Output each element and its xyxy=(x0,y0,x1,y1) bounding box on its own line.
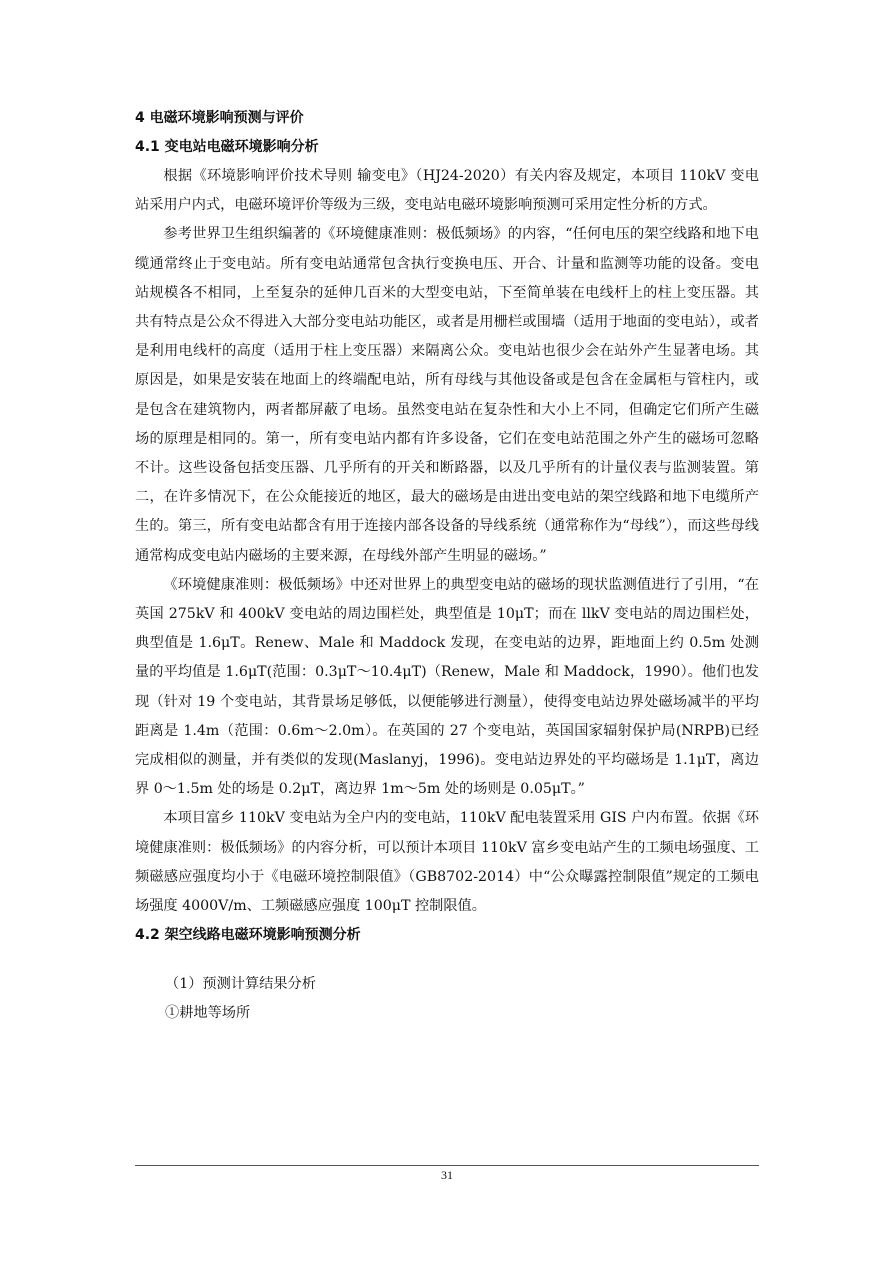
subsection-heading-4-2: 4.2 架空线路电磁环境影响预测分析 xyxy=(135,927,361,944)
subsection-heading-4-1: 4.1 变电站电磁环境影响分析 xyxy=(135,139,319,155)
section-heading: 4 电磁环境影响预测与评价 xyxy=(135,110,304,126)
footer-divider xyxy=(135,1165,759,1166)
paragraph-3: 《环境健康准则：极低频场》中还对世界上的典型变电站的磁场的现状监测值进行了引用，“在英国 275kV 和 400kV 变电站的周边围栏处，典型值是 10μT；而在 llkV 变电站的周边围栏处，典型值是 1.6μT。Renew、Male 和 Maddock 发现，在变电站的边界，距地面上约 0.5m 处测量的平均值是 1.6μT(范围：0.3μT～10.4μT)（Renew，Male 和 Maddock，1990）。他们也发现（针对 19 个变电站，其背景场足够低，以便能够进行测量），使得变电站边界处磁场减半的平均距离是 1.4m（范围：0.6m～2.0m）。在英国的 27 个变电站，英国国家辐射保护局(NRPB)已经完成相似的测量，并有类似的发现(Maslanyj，1996)。变电站边界处的平均磁场是 1.1μT，离边界 0～1.5m 处的场是 0.2μT，离边界 1m～5m 处的场则是 0.05μT。” xyxy=(135,576,759,798)
spacer xyxy=(135,950,759,970)
paragraph-1: 根据《环境影响评价技术导则 输变电》（HJ24-2020）有关内容及规定，本项目 110kV 变电站采用户内式，电磁环境评价等级为三级，变电站电磁环境影响预测可采用定性分析的方式。 xyxy=(135,168,759,214)
paragraph-2: 参考世界卫生组织编著的《环境健康准则：极低频场》的内容，“任何电压的架空线路和地下电缆通常终止于变电站。所有变电站通常包含执行变换电压、开合、计量和监测等功能的设备。变电站规模各不相同，上至复杂的延伸几百米的大型变电站，下至简单装在电线杆上的柱上变压器。其共有特点是公众不得进入大部分变电站功能区，或者是用栅栏或围墙（适用于地面的变电站），或者是利用电线杆的高度（适用于柱上变压器）来隔离公众。变电站也很少会在站外产生显著电场。其原因是，如果是安装在地面上的终端配电站，所有母线与其他设备或是包含在金属柜与管柱内，或是包含在建筑物内，两者都屏蔽了电场。虽然变电站在复杂性和大小上不同，但确定它们所产生磁场的原理是相同的。第一，所有变电站内都有许多设备，它们在变电站范围之外产生的磁场可忽略不计。这些设备包括变压器、几乎所有的开关和断路器，以及几乎所有的计量仪表与监测装置。第二，在许多情况下，在公众能接近的地区，最大的磁场是由进出变电站的架空线路和地下电缆所产生的。第三，所有变电站都含有用于连接内部各设备的导线系统（通常称作为“母线”），而这些母线通常构成变电站内磁场的主要来源，在母线外部产生明显的磁场。” xyxy=(135,226,759,564)
page-number: 31 xyxy=(441,1168,453,1182)
list-item: （1）预测计算结果分析 xyxy=(165,976,316,993)
list-item: ①耕地等场所 xyxy=(165,1005,251,1022)
paragraph-4: 本项目富乡 110kV 变电站为全户内的变电站，110kV 配电装置采用 GIS 户内布置。依据《环境健康准则：极低频场》的内容分析，可以预计本项目 110kV 富乡变电站产生的工频电场强度、工频磁感应强度均小于《电磁环境控制限值》（GB8702-2014）中“公众曝露控制限值”规定的工频电场强度 4000V/m、工频磁感应强度 100μT 控制限值。 xyxy=(135,810,759,915)
page-body xyxy=(135,104,759,1028)
